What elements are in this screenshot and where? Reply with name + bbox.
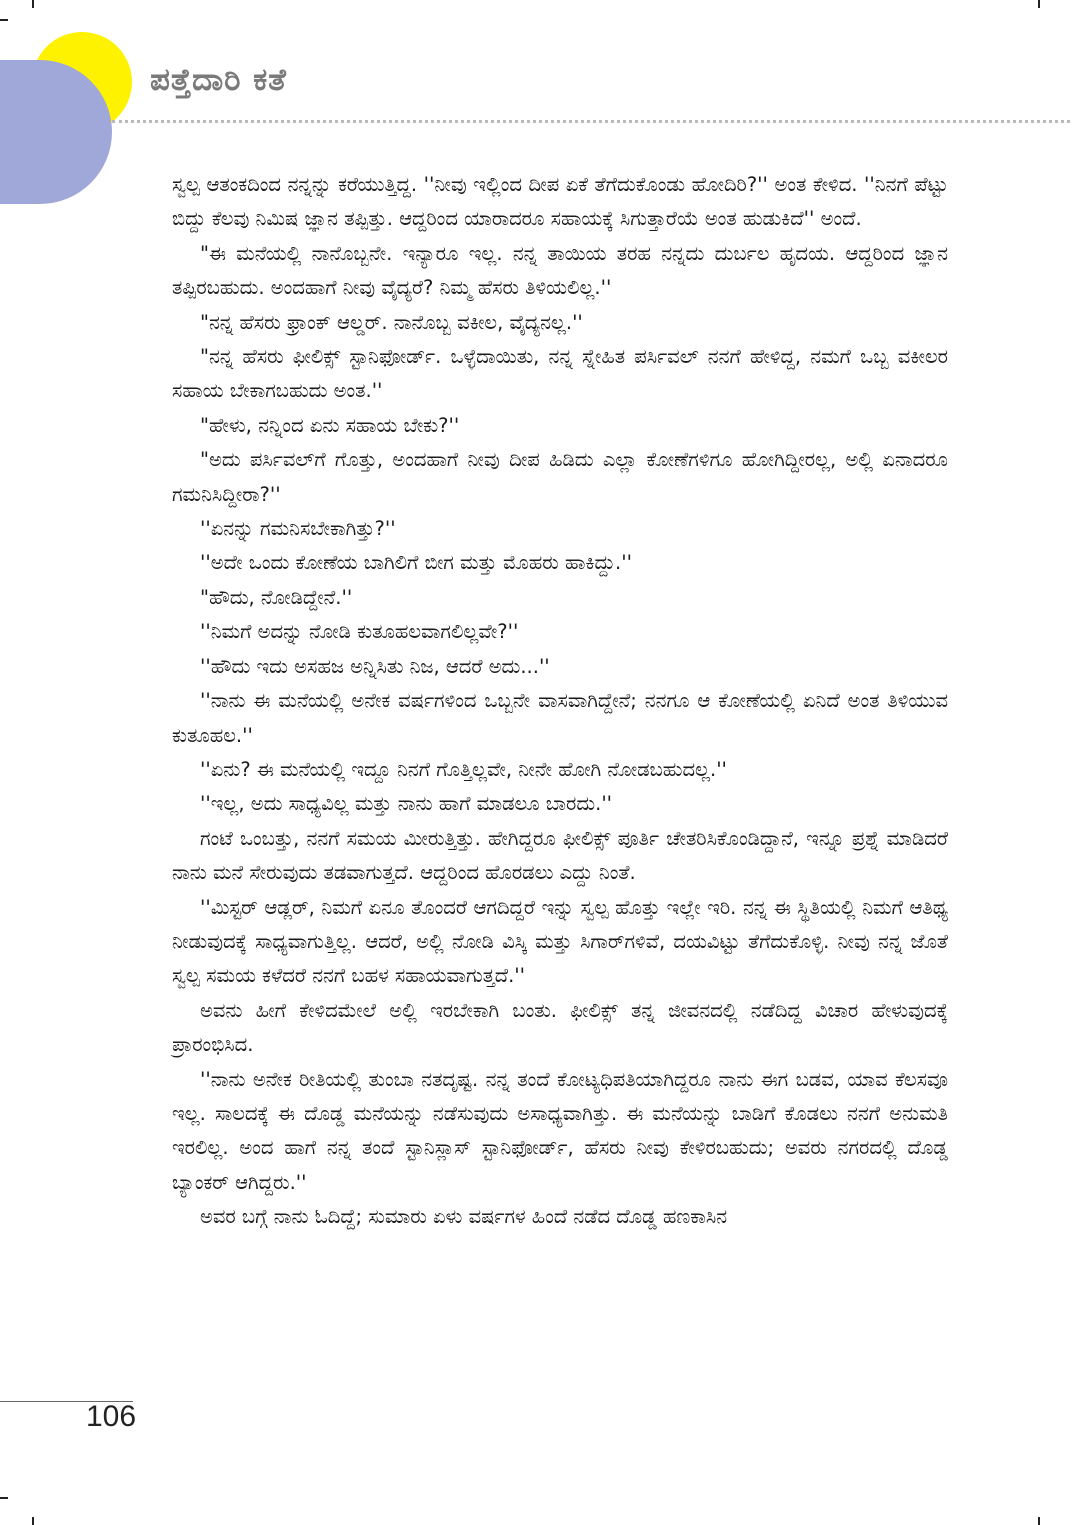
crop-mark-bottom-right xyxy=(1038,1517,1040,1525)
paragraph: ''ನಾನು ಅನೇಕ ರೀತಿಯಲ್ಲಿ ತುಂಬಾ ನತದೃಷ್ಟ. ನನ್ನ ತಂದೆ ಕೋಟ್ಯಧಿಪತಿಯಾಗಿದ್ದರೂ ನಾನು ಈಗ ಬಡವ, ಯಾವ ಕೆಲಸವೂ ಇಲ್ಲ. ಸಾಲದಕ್ಕೆ ಈ ದೊಡ್ಡ ಮನೆಯನ್ನು ನಡೆಸುವುದು ಅಸಾಧ್ಯವಾಗಿತ್ತು. ಈ ಮನೆಯನ್ನು ಬಾಡಿಗೆ ಕೊಡಲು ನನಗೆ ಅನುಮತಿ ಇರಲಿಲ್ಲ. ಅಂದ ಹಾಗೆ ನನ್ನ ತಂದೆ ಸ್ಟಾನಿಸ್ಲಾಸ್ ಸ್ಟಾನಿಫೋರ್ಡ್, ಹೆಸರು ನೀವು ಕೇಳಿರಬಹುದು; ಅವರು ನಗರದಲ್ಲಿ ದೊಡ್ಡ ಬ್ಯಾಂಕರ್ ಆಗಿದ್ದರು.'' xyxy=(172,1067,948,1194)
paragraph: ''ನಿಮಗೆ ಅದನ್ನು ನೋಡಿ ಕುತೂಹಲವಾಗಲಿಲ್ಲವೇ?'' xyxy=(200,620,519,644)
paragraph: "ಅದು ಪರ್ಸಿವಲ್‌ಗೆ ಗೊತ್ತು, ಅಂದಹಾಗೆ ನೀವು ದೀಪ ಹಿಡಿದು ಎಲ್ಲಾ ಕೋಣೆಗಳಿಗೂ ಹೋಗಿದ್ದೀರಲ್ಲ, ಅಲ್ಲಿ ಏನಾದರೂ ಗಮನಿಸಿದ್ದೀರಾ?'' xyxy=(172,448,948,506)
paragraph: "ಹೌದು, ನೋಡಿದ್ದೇನೆ.'' xyxy=(200,585,353,609)
paragraph: ''ಮಿಸ್ಟರ್ ಆಡ್ಲರ್, ನಿಮಗೆ ಏನೂ ತೊಂದರೆ ಆಗದಿದ್ದರೆ ಇನ್ನು ಸ್ವಲ್ಪ ಹೊತ್ತು ಇಲ್ಲೇ ಇರಿ. ನನ್ನ ಈ ಸ್ಥಿತಿಯಲ್ಲಿ ನಿಮಗೆ ಆತಿಥ್ಯ ನೀಡುವುದಕ್ಕೆ ಸಾಧ್ಯವಾಗುತ್ತಿಲ್ಲ. ಆದರೆ, ಅಲ್ಲಿ ನೋಡಿ ವಿಸ್ಕಿ ಮತ್ತು ಸಿಗಾರ್‌ಗಳಿವೆ, ದಯವಿಟ್ಟು ತೆಗೆದುಕೊಳ್ಳಿ. ನೀವು ನನ್ನ ಜೊತೆ ಸ್ವಲ್ಪ ಸಮಯ ಕಳೆದರೆ ನನಗೆ ಬಹಳ ಸಹಾಯವಾಗುತ್ತದೆ.'' xyxy=(172,895,948,988)
paragraph: ಸ್ವಲ್ಪ ಆತಂಕದಿಂದ ನನ್ನನ್ನು ಕರೆಯುತ್ತಿದ್ದ. ''ನೀವು ಇಲ್ಲಿಂದ ದೀಪ ಏಕೆ ತೆಗೆದುಕೊಂಡು ಹೋದಿರಿ?'' ಅಂತ ಕೇಳಿದ. ''ನಿನಗೆ ಪೆಟ್ಟು ಬಿದ್ದು ಕೆಲವು ನಿಮಿಷ ಜ್ಞಾನ ತಪ್ಪಿತ್ತು. ಆದ್ದರಿಂದ ಯಾರಾದರೂ ಸಹಾಯಕ್ಕೆ ಸಿಗುತ್ತಾರೆಯೆ ಅಂತ ಹುಡುಕಿದೆ'' ಅಂದೆ. xyxy=(172,173,948,231)
paragraph: "ಈ ಮನೆಯಲ್ಲಿ ನಾನೊಬ್ಬನೇ. ಇನ್ಯಾರೂ ಇಲ್ಲ. ನನ್ನ ತಾಯಿಯ ತರಹ ನನ್ನದು ದುರ್ಬಲ ಹೃದಯ. ಆದ್ದರಿಂದ ಜ್ಞಾನ ತಪ್ಪಿರಬಹುದು. ಅಂದಹಾಗೆ ನೀವು ವೈದ್ಯರೆ? ನಿಮ್ಮ ಹೆಸರು ತಿಳಿಯಲಿಲ್ಲ.'' xyxy=(172,241,948,300)
paragraph: ''ಹೌದು ಇದು ಅಸಹಜ ಅನ್ನಿಸಿತು ನಿಜ, ಆದರೆ ಅದು...'' xyxy=(200,654,550,678)
running-header-title: ಪತ್ತೆದಾರಿ ಕತೆ xyxy=(150,62,287,98)
paragraph: "ನನ್ನ ಹೆಸರು ಫೀಲಿಕ್ಸ್ ಸ್ಟಾನಿಫೋರ್ಡ್. ಒಳ್ಳೆದಾಯಿತು, ನನ್ನ ಸ್ನೇಹಿತ ಪರ್ಸಿವಲ್ ನನಗೆ ಹೇಳಿದ್ದ, ನಮಗೆ ಒಬ್ಬ ವಕೀಲರ ಸಹಾಯ ಬೇಕಾಗಬಹುದು ಅಂತ.'' xyxy=(172,345,948,403)
paragraph: ಗಂಟೆ ಒಂಬತ್ತು, ನನಗೆ ಸಮಯ ಮೀರುತ್ತಿತ್ತು. ಹೇಗಿದ್ದರೂ ಫೀಲಿಕ್ಸ್ ಪೂರ್ತಿ ಚೇತರಿಸಿಕೊಂಡಿದ್ದಾನೆ, ಇನ್ನೂ ಪ್ರಶ್ನೆ ಮಾಡಿದರೆ ನಾನು ಮನೆ ಸೇರುವುದು ತಡವಾಗುತ್ತದೆ. ಆದ್ದರಿಂದ ಹೊರಡಲು ಎದ್ದು ನಿಂತೆ. xyxy=(172,826,948,885)
paragraph: ಅವನು ಹೀಗೆ ಕೇಳಿದಮೇಲೆ ಅಲ್ಲಿ ಇರಬೇಕಾಗಿ ಬಂತು. ಫೀಲಿಕ್ಸ್ ತನ್ನ ಜೀವನದಲ್ಲಿ ನಡೆದಿದ್ದ ವಿಚಾರ ಹೇಳುವುದಕ್ಕೆ ಪ್ರಾರಂಭಿಸಿದ. xyxy=(172,998,948,1057)
paragraph: ''ನಾನು ಈ ಮನೆಯಲ್ಲಿ ಅನೇಕ ವರ್ಷಗಳಿಂದ ಒಬ್ಬನೇ ವಾಸವಾಗಿದ್ದೇನೆ; ನನಗೂ ಆ ಕೋಣೆಯಲ್ಲಿ ಏನಿದೆ ಅಂತ ತಿಳಿಯುವ ಕುತೂಹಲ.'' xyxy=(172,689,948,747)
paragraph: ''ಇಲ್ಲ, ಅದು ಸಾಧ್ಯವಿಲ್ಲ ಮತ್ತು ನಾನು ಹಾಗೆ ಮಾಡಲೂ ಬಾರದು.'' xyxy=(200,792,613,816)
paragraph: ''ಏನನ್ನು ಗಮನಿಸಬೇಕಾಗಿತ್ತು?'' xyxy=(200,517,396,541)
story-text xyxy=(172,168,948,1235)
paragraph: ಅವರ ಬಗ್ಗೆ ನಾನು ಓದಿದ್ದೆ; ಸುಮಾರು ಏಳು ವರ್ಷಗಳ ಹಿಂದೆ ನಡೆದ ದೊಡ್ಡ ಹಣಕಾಸಿನ xyxy=(200,1205,728,1229)
crop-mark-bottom-left xyxy=(32,1517,34,1525)
paragraph: ''ಏನು? ಈ ಮನೆಯಲ್ಲಿ ಇದ್ದೂ ನಿನಗೆ ಗೊತ್ತಿಲ್ಲವೇ, ನೀನೇ ಹೋಗಿ ನೋಡಬಹುದಲ್ಲ.'' xyxy=(200,757,727,781)
paragraph: ''ಅದೇ ಒಂದು ಕೋಣೆಯ ಬಾಗಿಲಿಗೆ ಬೀಗ ಮತ್ತು ಮೊಹರು ಹಾಕಿದ್ದು.'' xyxy=(200,551,632,575)
crop-mark-left-lower xyxy=(0,1497,8,1499)
header-dotted-rule xyxy=(112,120,1070,123)
page-number: 106 xyxy=(86,1400,137,1433)
header-decoration xyxy=(0,0,160,220)
crop-mark-top-right xyxy=(1038,0,1040,8)
paragraph: "ನನ್ನ ಹೆಸರು ಫ್ರಾಂಕ್ ಆಲ್ಡರ್. ನಾನೊಬ್ಬ ವಕೀಲ, ವೈದ್ಯನಲ್ಲ.'' xyxy=(200,310,583,334)
paragraph: "ಹೇಳು, ನನ್ನಿಂದ ಏನು ಸಹಾಯ ಬೇಕು?'' xyxy=(200,413,460,437)
